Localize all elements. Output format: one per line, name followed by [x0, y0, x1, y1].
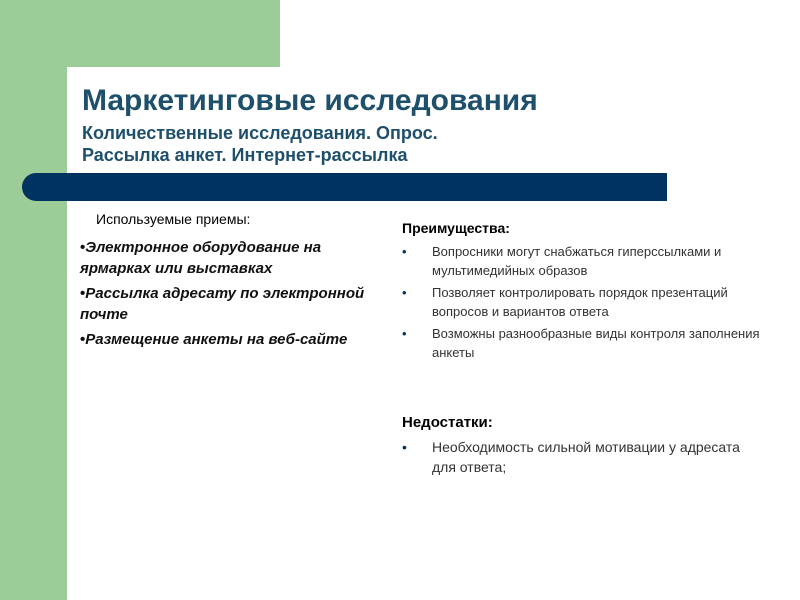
- list-item: [80, 329, 370, 350]
- green-top-block: [0, 0, 280, 67]
- slide-subtitle: [82, 122, 682, 166]
- green-side-bar: [0, 0, 67, 600]
- technique-text: Электронное оборудование на ярмарках или выставках: [80, 239, 322, 277]
- technique-text: Рассылка адресату по электронной почте: [80, 285, 365, 323]
- bullet-icon: •: [402, 439, 407, 455]
- bullet-icon: •: [402, 244, 407, 259]
- technique-text: Размещение анкеты на веб-сайте: [85, 331, 348, 348]
- techniques-list: [80, 237, 370, 350]
- techniques-column: [80, 211, 370, 354]
- advantage-text: Позволяет контролировать порядок презентаций вопросов и вариантов ответа: [432, 285, 728, 319]
- list-item: [402, 324, 762, 362]
- bullet-icon: •: [402, 326, 407, 341]
- advantages-heading: Преимущества:: [402, 220, 510, 236]
- subtitle-line-1: Количественные исследования. Опрос.: [82, 123, 438, 143]
- disadvantages-heading: Недостатки:: [402, 414, 493, 431]
- advantages-list: [402, 242, 762, 362]
- bullet-icon: •: [80, 239, 86, 256]
- navy-divider-bar: [22, 173, 667, 201]
- pros-cons-column: [402, 220, 762, 477]
- title-block: [82, 84, 682, 166]
- advantage-text: Возможны разнообразные виды контроля заполнения анкеты: [432, 326, 760, 360]
- disadvantages-list: [402, 437, 762, 477]
- bullet-icon: •: [80, 331, 86, 348]
- slide-title: Маркетинговые исследования: [82, 84, 538, 117]
- subtitle-line-2: Рассылка анкет. Интернет-рассылка: [82, 145, 408, 165]
- bullet-icon: •: [402, 285, 407, 300]
- techniques-heading: Используемые приемы:: [96, 211, 251, 227]
- list-item: [80, 237, 370, 279]
- bullet-icon: •: [80, 285, 86, 302]
- list-item: [402, 283, 762, 321]
- list-item: [402, 242, 762, 280]
- list-item: [402, 437, 762, 477]
- advantage-text: Вопросники могут снабжаться гиперссылками и мультимедийных образов: [432, 244, 722, 278]
- disadvantage-text: Необходимость сильной мотивации у адресата для ответа;: [432, 439, 740, 475]
- list-item: [80, 283, 370, 325]
